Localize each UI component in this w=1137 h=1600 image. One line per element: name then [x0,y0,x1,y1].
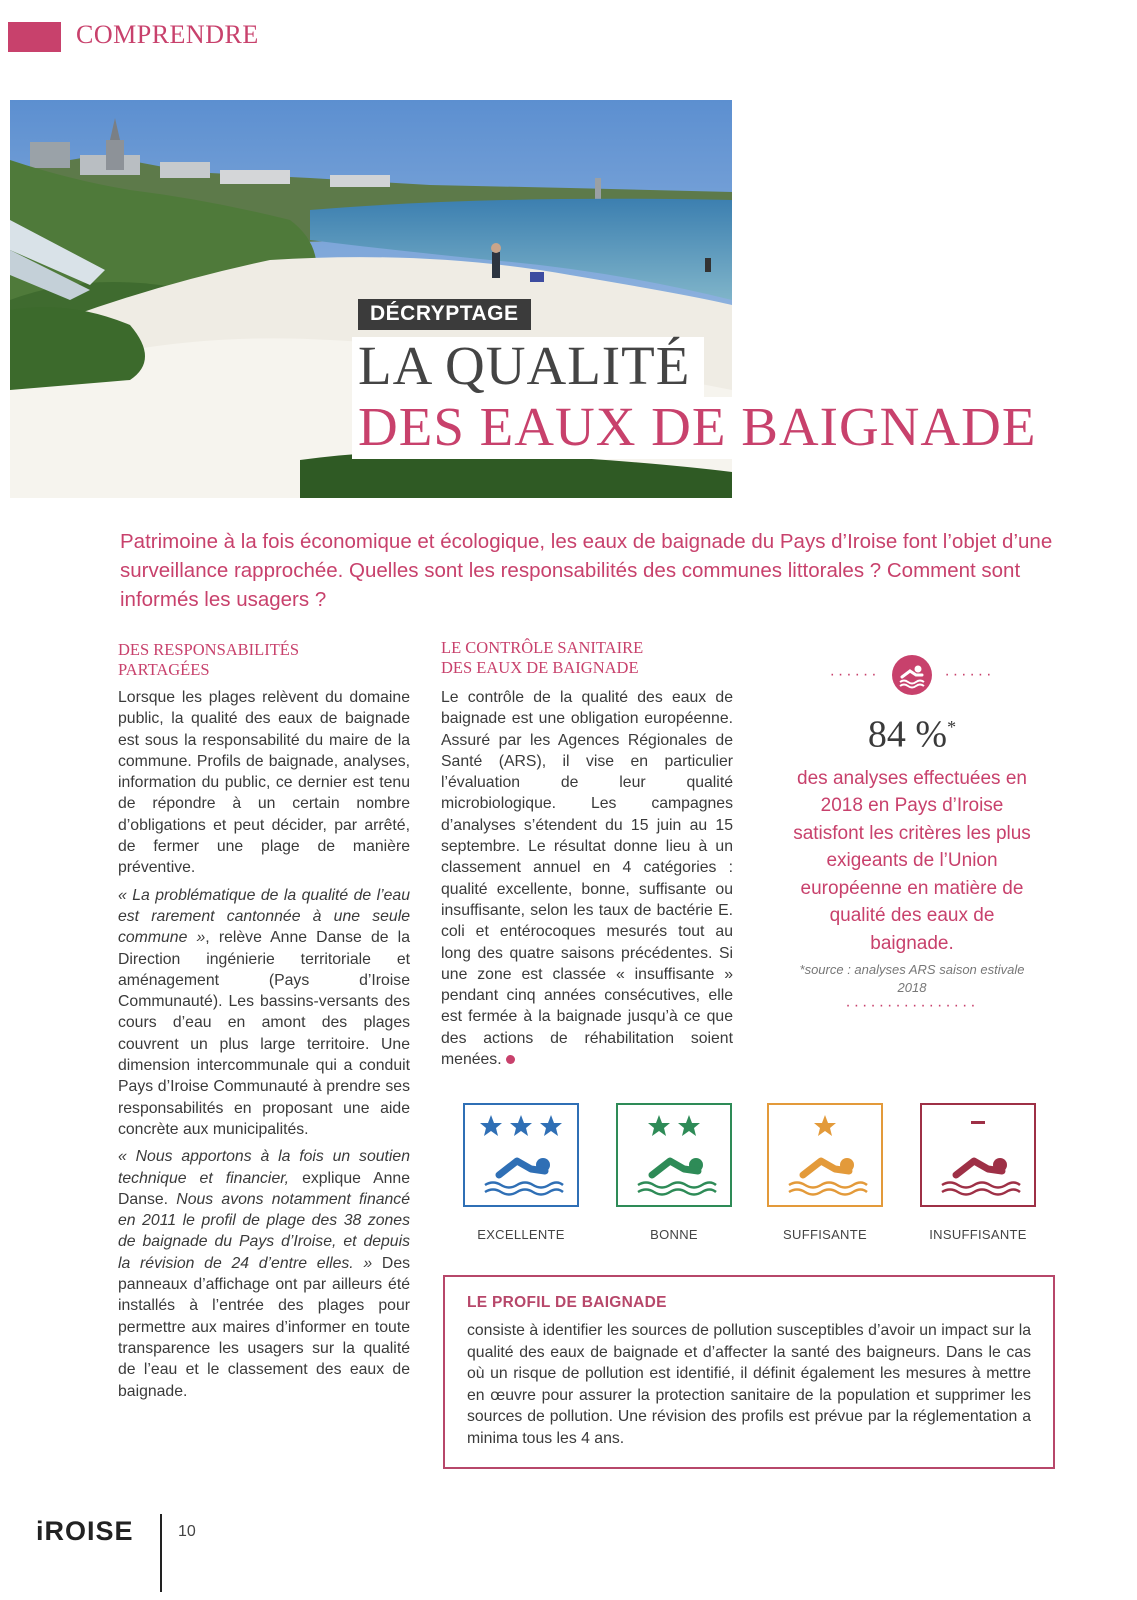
rating-label: INSUFFISANTE [929,1227,1027,1242]
column1-paragraph [118,1146,410,1402]
column1-heading [118,640,418,680]
dots-divider: ················ [845,997,979,1015]
stat-box [792,655,1032,1015]
quote: « La problématique de la qualité de l’eau est rarement cantonnée à une seule commune » [118,886,410,947]
stat-asterisk: * [947,717,957,737]
quote-attribution: explique Anne Danse. [118,1169,410,1208]
stat-header [792,655,1032,695]
info-box-title: LE PROFIL DE BAIGNADE [467,1294,667,1311]
info-box-text: consiste à identifier les sources de pollution susceptibles d’avoir un impact sur la qualité des eaux de baignade et d’affecter la santé des baigneurs. Dans le cas où un risque de pollution est identifié, il définit également les mesures à mettre en œuvre pour assurer la protection sanitaire de la population et supprimer les sources de pollution. Une révision des profils est prévue par la réglementation a minima tous les 4 ans. [467,1322,1031,1447]
rating-suffisante-icon [767,1103,883,1207]
quote-attribution: , relève Anne Danse de la Direction ingénierie territoriale et aménagement (Pays d’Iroise Communauté). Les bassins-versants des cours d’eau en amont des plages couvrent un plus large territoire. Une dimension intercommunale qui a conduit Pays d’Iroise Communauté à prendre ses responsabilités en proposant une aide concrète aux municipalités. [118,929,410,1138]
page-number: 10 [178,1523,196,1540]
end-mark-icon [506,1055,515,1064]
section-label: COMPRENDRE [76,20,259,49]
swimmer-icon [892,655,932,695]
paragraph-text: Le contrôle de la qualité des eaux de baignade est une obligation européenne. Assuré par les Agences Régionales de Santé (ARS), il vise en particulier l’évaluation de leur qualité microbiologique. Les campagnes d’analyses s’étendent du 15 juin au 15 septembre. Le résultat donne lieu à un classement annuel en 4 catégories : qualité excellente, bonne, suffisante ou insuffisante, selon les taux de bactérie E. coli et entérocoques mesurés tout au long des quatre saisons précédentes. Si une zone est classée « insuffisante » pendant cinq années consécutives, elle est fermée à la baignade jusqu’à ce que des actions de réhabilitation soient menées. [441,689,733,1069]
kicker-label: DÉCRYPTAGE [358,299,531,330]
page-title-line1: LA QUALITÉ [358,335,691,396]
column1-paragraph [118,885,410,1141]
column2-body [441,687,733,1076]
rating-bonne-icon [616,1103,732,1207]
paragraph-text: Des panneaux d’affichage ont par ailleurs été installés à l’entrée des plages pour permettre aux maires d’informer en toute transparence les usagers sur la qualité de l’eau et le classement des eaux de baignade. [118,1254,411,1400]
column2-heading [441,638,741,678]
column2-heading-line2: DES EAUX DE BAIGNADE [441,658,639,677]
stat-description: des analyses effectuées en 2018 en Pays d’Iroise satisfont les critères les plus exigeants de l’Union européenne en matière de qualité des eaux de baignade. [793,767,1031,954]
rating-label: EXCELLENTE [477,1227,565,1242]
rating-label: BONNE [650,1227,698,1242]
column1-heading-line2: PARTAGÉES [118,660,210,679]
column1-heading-line1: DES RESPONSABILITÉS [118,640,300,659]
footer-divider [160,1514,162,1592]
column2-paragraph [441,687,733,1070]
rating-insuffisante-icon [920,1103,1036,1207]
rating-excellente-icon [463,1103,579,1207]
column1-paragraph: Lorsque les plages relèvent du domaine public, la qualité des eaux de baignade est sous la responsabilité du maire de la commune. Profils de baignade, analyses, information du public, ce dernier est tenu de répondre à un certain nombre d’obligations et peut décider, par arrêté, de fermer une plage de manière préventive. [118,689,410,877]
dots-divider: ······ [829,666,880,684]
lead-paragraph: Patrimoine à la fois économique et écologique, les eaux de baignade du Pays d’Iroise font l’objet d’une surveillance rapprochée. Quelles sont les responsabilités des communes littorales ? Comment sont informés les usagers ? [120,530,1053,611]
magazine-logo: iROISE [36,1516,134,1546]
column1-body [118,687,410,1408]
dots-divider: ······ [944,666,995,684]
stat-number: 84 % [867,713,948,756]
section-color-tab [8,22,61,52]
quote: Nous avons notamment financé en 2011 le profil de plage des 38 zones de baignade du Pays d’Iroise, et depuis la révision de 24 d’entre elles. » [118,1190,410,1272]
page-title-line2: DES EAUX DE BAIGNADE [358,396,1037,457]
stat-source: *source : analyses ARS saison estivale 2018 [799,962,1025,996]
column2-heading-line1: LE CONTRÔLE SANITAIRE [441,638,644,657]
quote: « Nous apportons à la fois un soutien technique et financier, [118,1148,410,1187]
stat-value [792,705,1032,757]
rating-label: SUFFISANTE [783,1227,867,1242]
